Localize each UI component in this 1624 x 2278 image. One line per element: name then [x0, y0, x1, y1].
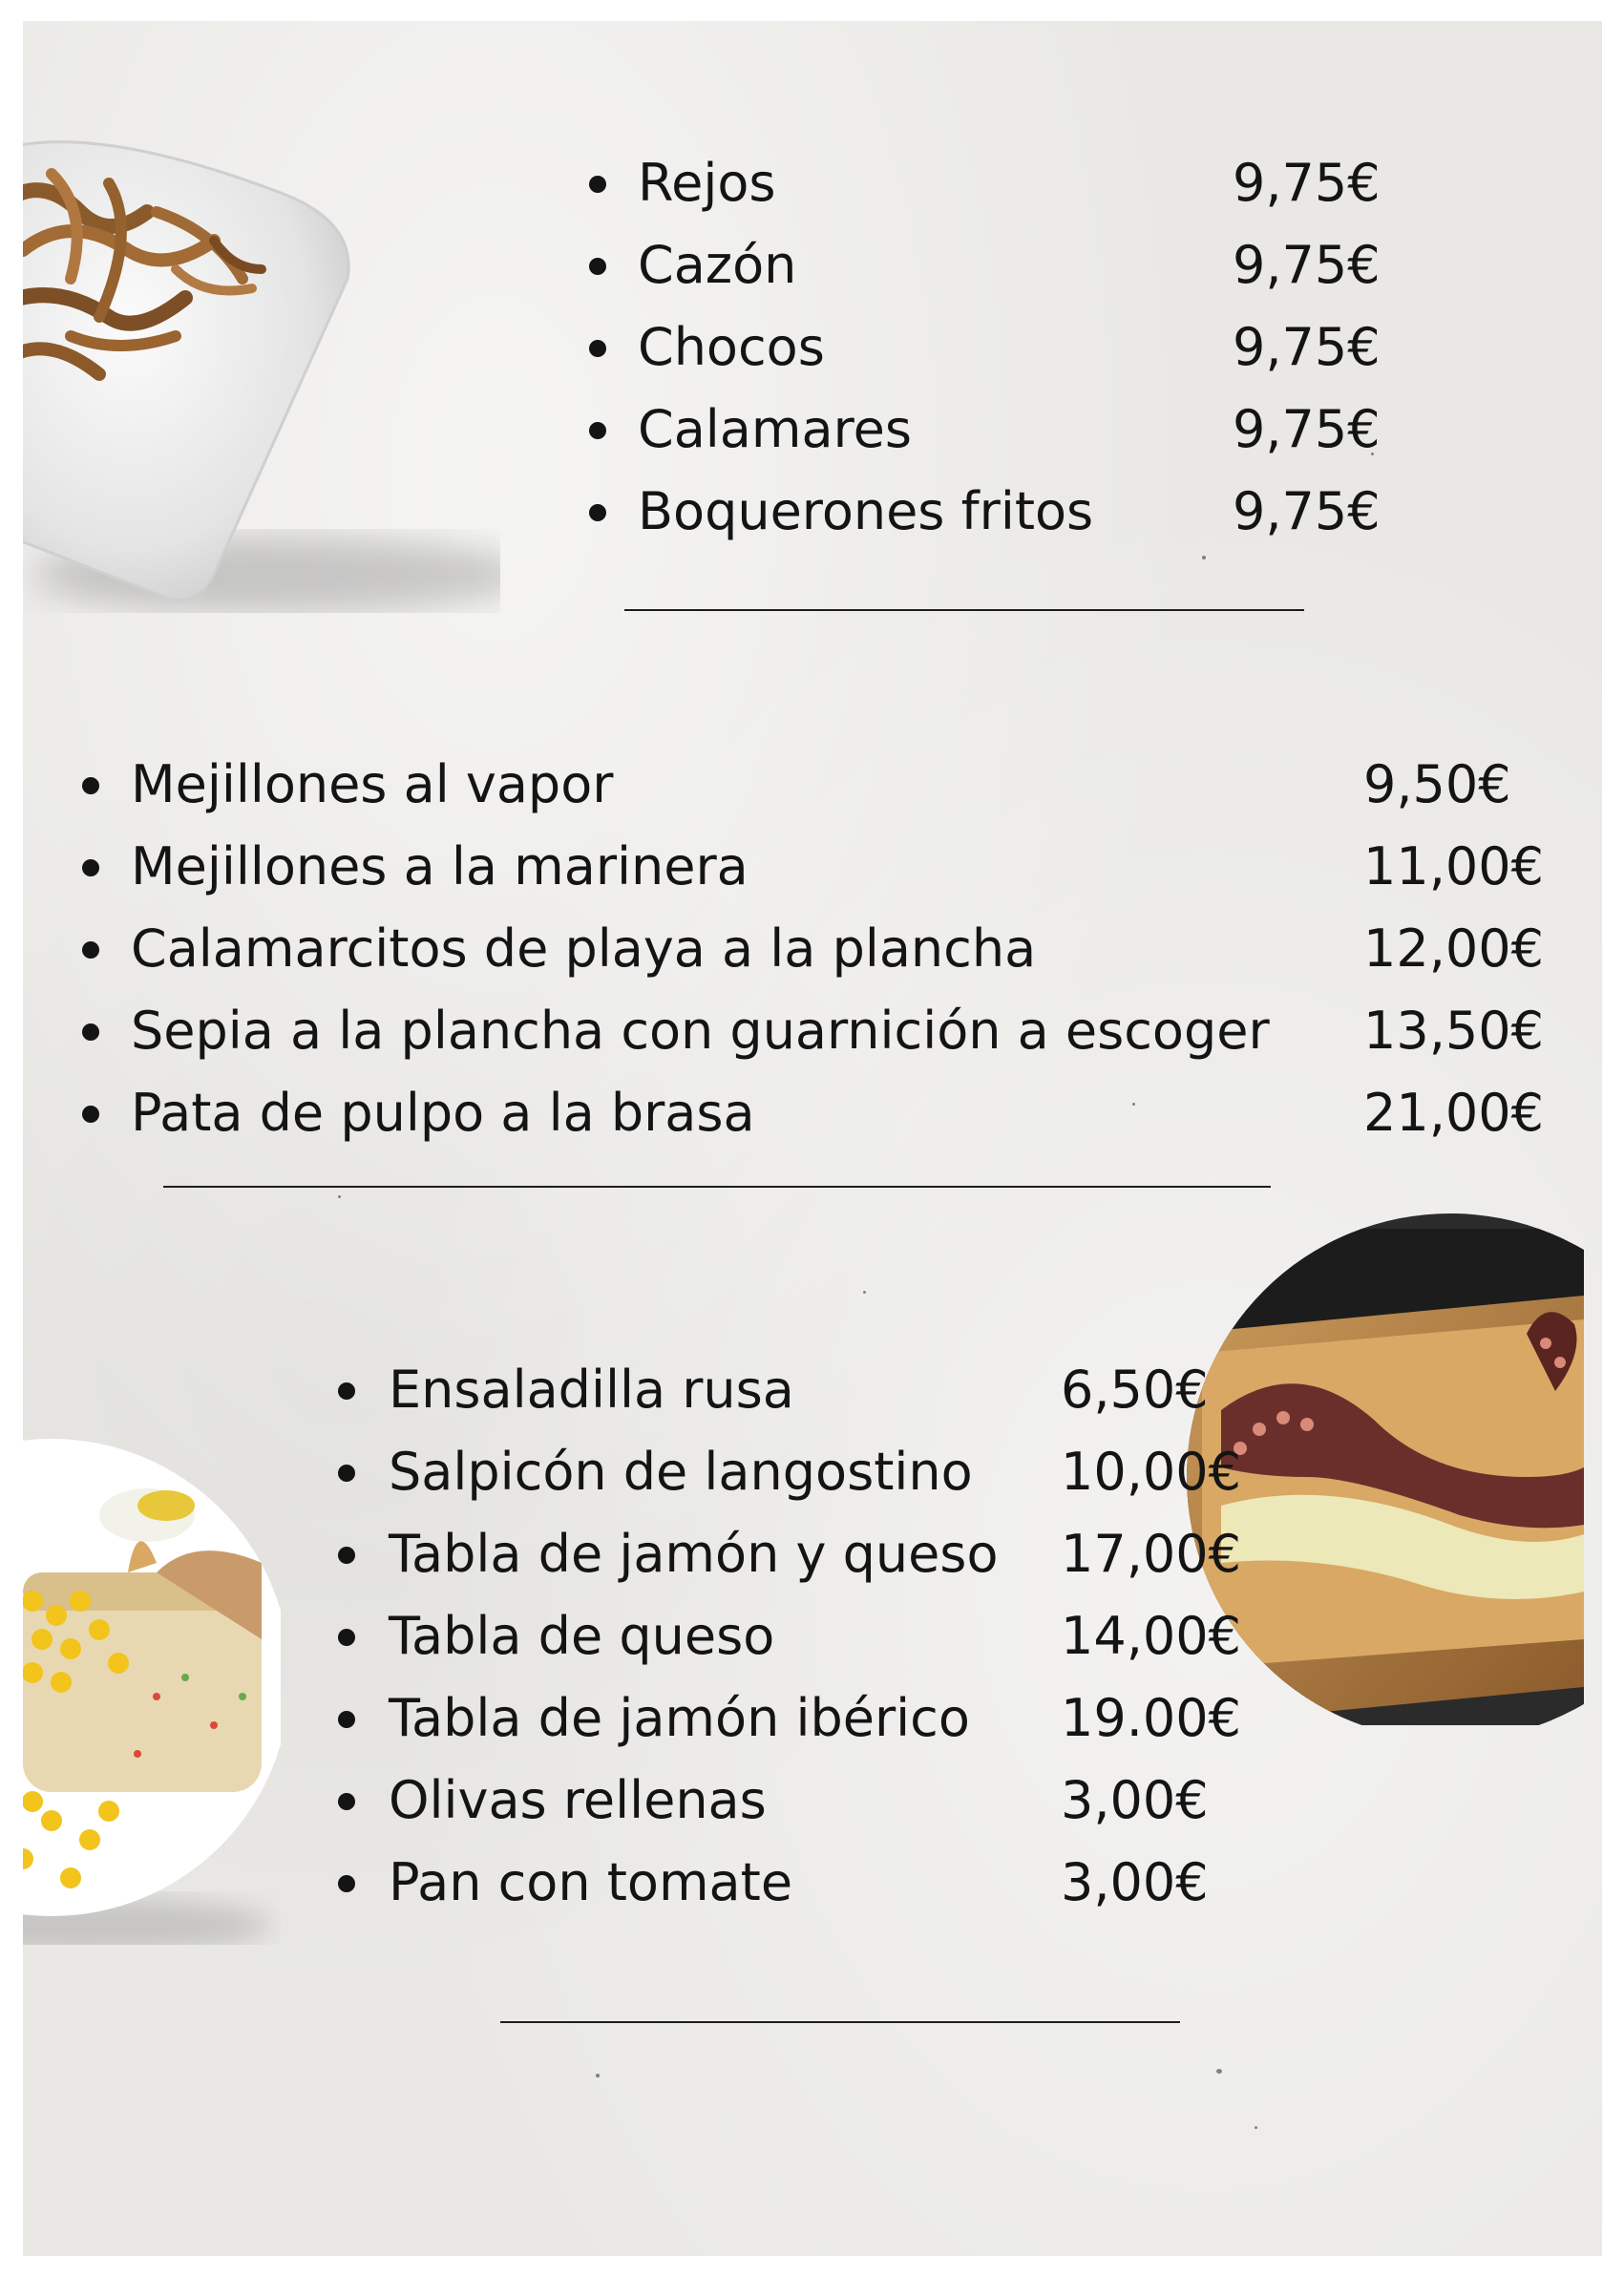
bullet-dot — [338, 1465, 355, 1482]
item-price: 19.00€ — [1061, 1688, 1241, 1748]
item-price: 17,00€ — [1061, 1524, 1241, 1584]
item-price: 9,75€ — [1233, 481, 1381, 541]
paper-speck — [863, 1291, 866, 1294]
menu-page — [23, 21, 1602, 2256]
item-name: Boquerones fritos — [638, 481, 1094, 541]
paper-speck — [596, 2074, 600, 2078]
item-name: Rejos — [638, 153, 776, 213]
item-name: Pata de pulpo a la brasa — [131, 1083, 755, 1143]
paper-speck — [1132, 1103, 1135, 1106]
item-name: Mejillones a la marinera — [131, 836, 749, 896]
item-price: 9,75€ — [1233, 153, 1381, 213]
item-name: Tabla de jamón ibérico — [389, 1688, 970, 1748]
grilled-octopus-image — [1183, 1191, 1584, 1725]
item-price: 9,75€ — [1233, 399, 1381, 459]
bullet-dot — [589, 340, 606, 357]
item-price: 14,00€ — [1061, 1606, 1241, 1666]
item-name: Mejillones al vapor — [131, 754, 614, 814]
bullet-dot — [338, 1875, 355, 1892]
paper-speck — [1216, 2069, 1222, 2074]
item-price: 6,50€ — [1061, 1360, 1209, 1420]
item-price: 21,00€ — [1363, 1083, 1544, 1143]
item-name: Pan con tomate — [389, 1852, 793, 1912]
item-price: 10,00€ — [1061, 1442, 1241, 1502]
bullet-dot — [338, 1629, 355, 1646]
item-price: 9,75€ — [1233, 235, 1381, 295]
bullet-dot — [338, 1711, 355, 1728]
paper-speck — [338, 1195, 341, 1198]
item-price: 9,50€ — [1363, 754, 1511, 814]
section-divider — [500, 2021, 1180, 2023]
item-name: Calamares — [638, 399, 912, 459]
bullet-dot — [82, 859, 99, 876]
paper-speck — [1202, 556, 1206, 559]
bullet-dot — [82, 1023, 99, 1041]
bullet-dot — [82, 941, 99, 959]
item-name: Salpicón de langostino — [389, 1442, 973, 1502]
item-price: 3,00€ — [1061, 1852, 1209, 1912]
bullet-dot — [82, 777, 99, 794]
bullet-dot — [338, 1547, 355, 1564]
item-price: 9,75€ — [1233, 317, 1381, 377]
bullet-dot — [589, 258, 606, 275]
item-name: Sepia a la plancha con guarnición a escoger — [131, 1001, 1270, 1061]
item-name: Calamarcitos de playa a la plancha — [131, 918, 1037, 979]
bullet-dot — [589, 504, 606, 521]
item-price: 13,50€ — [1363, 1001, 1544, 1061]
bullet-dot — [338, 1382, 355, 1400]
item-name: Olivas rellenas — [389, 1770, 767, 1830]
russian-salad-image — [23, 1410, 281, 1945]
bullet-dot — [82, 1106, 99, 1123]
item-name: Cazón — [638, 235, 797, 295]
bullet-dot — [589, 176, 606, 193]
item-name: Tabla de jamón y queso — [389, 1524, 999, 1584]
item-name: Chocos — [638, 317, 825, 377]
bullet-dot — [338, 1793, 355, 1810]
item-price: 11,00€ — [1363, 836, 1544, 896]
bullet-dot — [589, 422, 606, 439]
section-divider — [624, 609, 1304, 611]
item-name: Tabla de queso — [389, 1606, 775, 1666]
item-price: 12,00€ — [1363, 918, 1544, 979]
item-price: 3,00€ — [1061, 1770, 1209, 1830]
paper-speck — [1255, 2126, 1257, 2129]
section-divider — [163, 1186, 1271, 1188]
fried-squid-plate-image — [23, 78, 500, 613]
item-name: Ensaladilla rusa — [389, 1360, 794, 1420]
